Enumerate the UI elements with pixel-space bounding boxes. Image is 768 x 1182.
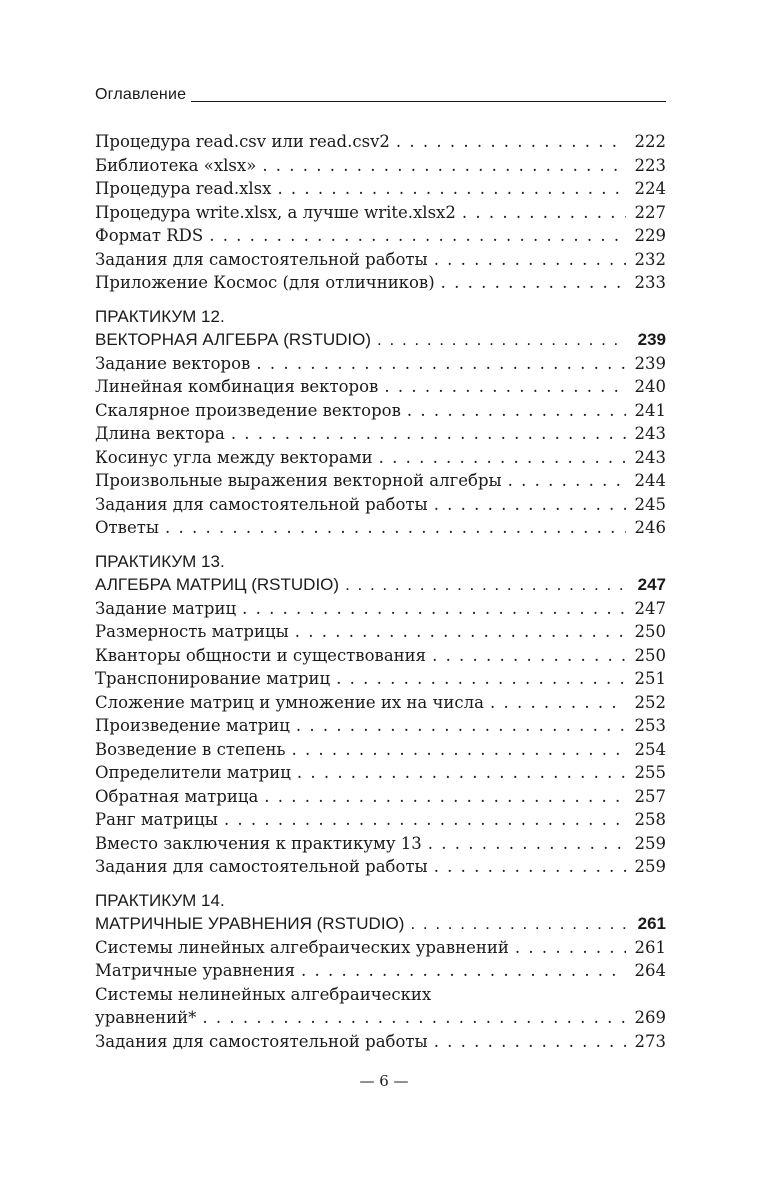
dot-leader: [462, 201, 626, 225]
entry-title: Библиотека «xlsx»: [95, 155, 257, 175]
entry-page-number: 273: [634, 1031, 666, 1051]
entry-title: Вместо заключения к практикуму 13: [95, 833, 422, 853]
entry-page-number: 222: [634, 132, 666, 151]
chapter-title: МАТРИЧНЫЕ УРАВНЕНИЯ (RSTUDIO): [95, 914, 405, 933]
toc-entry[interactable]: [95, 667, 666, 691]
entry-title: Линейная комбинация векторов: [95, 377, 379, 396]
practicum-label: ПРАКТИКУМ 12.: [95, 306, 225, 326]
toc-chapter-heading[interactable]: [95, 328, 666, 352]
toc-entry[interactable]: [95, 224, 666, 248]
dot-leader: [434, 493, 626, 517]
toc-entry[interactable]: [95, 177, 666, 201]
entry-page-number: 259: [634, 857, 666, 876]
dot-leader: [434, 1030, 626, 1054]
entry-page-number: 264: [634, 961, 666, 980]
entry-page-number: 269: [634, 1008, 666, 1027]
dot-leader: [277, 177, 626, 201]
practicum-label: ПРАКТИКУМ 14.: [95, 890, 225, 910]
entry-title: Задания для самостоятельной работы: [95, 249, 428, 269]
toc-entry[interactable]: [95, 375, 666, 399]
entry-title: Задания для самостоятельной работы: [95, 494, 428, 514]
entry-title: Скалярное произведение векторов: [95, 400, 401, 420]
entry-page-number: 246: [634, 518, 666, 537]
toc-entry[interactable]: [95, 154, 666, 178]
toc-entry[interactable]: [95, 785, 666, 809]
dot-leader: [264, 785, 626, 809]
dot-leader: [432, 644, 626, 668]
entry-title: Задание матриц: [95, 598, 237, 618]
toc-entry[interactable]: [95, 201, 666, 225]
entry-page-number: 251: [634, 669, 666, 688]
entry-page-number: 250: [634, 645, 666, 665]
toc-section: [95, 130, 666, 295]
entry-title: Косинус угла между векторами: [95, 447, 373, 467]
entry-page-number: 261: [634, 937, 666, 957]
entry-title: Приложение Космос (для отличников): [95, 273, 435, 292]
dot-leader: [231, 422, 626, 446]
entry-page-number: 258: [634, 810, 666, 829]
toc-entry[interactable]: [95, 422, 666, 446]
dot-leader: [410, 912, 626, 936]
dot-leader: [165, 516, 626, 540]
entry-title: Произвольные выражения векторной алгебры: [95, 471, 502, 490]
toc-entry[interactable]: [95, 691, 666, 715]
entry-title: Обратная матрица: [95, 786, 259, 806]
entry-page-number: 250: [634, 622, 666, 641]
entry-page-number: 232: [634, 249, 666, 269]
toc-entry[interactable]: [95, 1030, 666, 1054]
page-header: [95, 84, 666, 112]
dot-leader: [202, 1006, 626, 1030]
entry-title: Произведение матриц: [95, 716, 290, 735]
entry-page-number: 241: [634, 400, 666, 420]
toc-entry[interactable]: [95, 855, 666, 879]
entry-title: Сложение матриц и умножение их на числа: [95, 692, 484, 712]
entry-title: Кванторы общности и существования: [95, 645, 427, 665]
entry-title: Процедура read.xlsx: [95, 179, 272, 198]
entry-title: Размерность матрицы: [95, 622, 289, 641]
entry-page-number: 229: [634, 226, 666, 245]
toc-entry[interactable]: [95, 271, 666, 295]
toc-entry[interactable]: [95, 936, 666, 960]
chapter-title: ВЕКТОРНАЯ АЛГЕБРА (RSTUDIO): [95, 330, 372, 349]
header-rule: [191, 101, 666, 102]
dot-leader: [434, 855, 626, 879]
table-of-contents: [95, 130, 666, 1053]
entry-page-number: 244: [634, 471, 666, 490]
entry-page-number: 257: [634, 786, 666, 806]
entry-title: Задания для самостоятельной работы: [95, 1031, 428, 1051]
entry-title: Определители матриц: [95, 763, 291, 782]
entry-page-number: 259: [634, 833, 666, 853]
entry-title: Процедура read.csv или read.csv2: [95, 132, 390, 151]
entry-page-number: 223: [634, 155, 666, 175]
dot-leader: [291, 738, 626, 762]
toc-chapter-heading[interactable]: [95, 912, 666, 936]
dot-leader: [441, 271, 626, 295]
toc-entry[interactable]: [95, 469, 666, 493]
entry-title: Возведение в степень: [95, 739, 286, 759]
entry-title: Системы линейных алгебраических уравнений: [95, 937, 509, 957]
dot-leader: [490, 691, 626, 715]
toc-entry[interactable]: [95, 446, 666, 470]
entry-page-number: 247: [634, 598, 666, 618]
dot-leader: [262, 154, 626, 178]
dot-leader: [515, 936, 626, 960]
toc-section: [95, 550, 666, 879]
toc-page: [95, 84, 666, 1063]
dot-leader: [428, 832, 626, 856]
entry-page-number: 254: [634, 739, 666, 759]
entry-title: Матричные уравнения: [95, 961, 296, 980]
dot-leader: [384, 375, 626, 399]
toc-entry[interactable]: [95, 248, 666, 272]
entry-page-number: 227: [634, 202, 666, 222]
entry-page-number: 243: [634, 424, 666, 443]
entry-page-number: 252: [634, 692, 666, 712]
entry-title: Длина вектора: [95, 424, 225, 443]
toc-entry[interactable]: [95, 130, 666, 154]
dot-leader: [224, 808, 626, 832]
toc-entry[interactable]: [95, 1006, 666, 1030]
toc-entry[interactable]: [95, 761, 666, 785]
dot-leader: [297, 761, 626, 785]
toc-entry[interactable]: [95, 644, 666, 668]
dot-leader: [295, 620, 626, 644]
entry-page-number: 239: [634, 353, 666, 373]
dot-leader: [336, 667, 626, 691]
entry-page-number: 245: [634, 494, 666, 514]
dot-leader: [301, 959, 626, 983]
toc-entry[interactable]: [95, 808, 666, 832]
toc-entry[interactable]: [95, 620, 666, 644]
toc-entry[interactable]: [95, 516, 666, 540]
dot-leader: [396, 130, 626, 154]
entry-title: Ранг матрицы: [95, 810, 218, 829]
dot-leader: [296, 714, 626, 738]
dot-leader: [377, 328, 626, 352]
toc-entry[interactable]: [95, 597, 666, 621]
toc-entry[interactable]: [95, 959, 666, 983]
dot-leader: [508, 469, 626, 493]
toc-entry[interactable]: [95, 493, 666, 517]
toc-section: [95, 305, 666, 540]
dot-leader: [379, 446, 626, 470]
entry-title: Задание векторов: [95, 353, 251, 373]
entry-title: Формат RDS: [95, 226, 204, 245]
dot-leader: [256, 352, 626, 376]
entry-page-number: 240: [634, 377, 666, 396]
entry-page-number: 253: [634, 716, 666, 735]
entry-page-number: 224: [634, 179, 666, 198]
chapter-page-number: 239: [637, 330, 666, 349]
entry-title: Транспонирование матриц: [95, 669, 331, 688]
entry-title: Ответы: [95, 518, 159, 537]
entry-title: уравнений*: [95, 1008, 197, 1027]
header-title: Оглавление: [95, 86, 196, 104]
entry-page-number: 243: [634, 447, 666, 467]
toc-entry[interactable]: [95, 714, 666, 738]
dot-leader: [407, 399, 626, 423]
practicum-label: ПРАКТИКУМ 13.: [95, 551, 225, 571]
toc-entry[interactable]: [95, 832, 666, 856]
chapter-title: АЛГЕБРА МАТРИЦ (RSTUDIO): [95, 575, 340, 594]
dot-leader: [434, 248, 626, 272]
toc-entry[interactable]: [95, 352, 666, 376]
entry-title: Задания для самостоятельной работы: [95, 857, 428, 876]
dot-leader: [209, 224, 626, 248]
toc-entry[interactable]: [95, 738, 666, 762]
dot-leader: [242, 597, 626, 621]
dot-leader: [345, 573, 626, 597]
entry-page-number: 233: [634, 273, 666, 292]
chapter-page-number: 247: [637, 575, 666, 594]
chapter-page-number: 261: [637, 914, 666, 933]
toc-entry[interactable]: [95, 983, 666, 1007]
entry-page-number: 255: [634, 763, 666, 782]
toc-chapter-heading[interactable]: [95, 573, 666, 597]
toc-section: [95, 889, 666, 1054]
toc-entry[interactable]: [95, 399, 666, 423]
page-number: — 6 —: [359, 1072, 409, 1090]
entry-title: Процедура write.xlsx, а лучше write.xlsx2: [95, 202, 456, 222]
entry-title: Системы нелинейных алгебраических: [95, 984, 432, 1004]
